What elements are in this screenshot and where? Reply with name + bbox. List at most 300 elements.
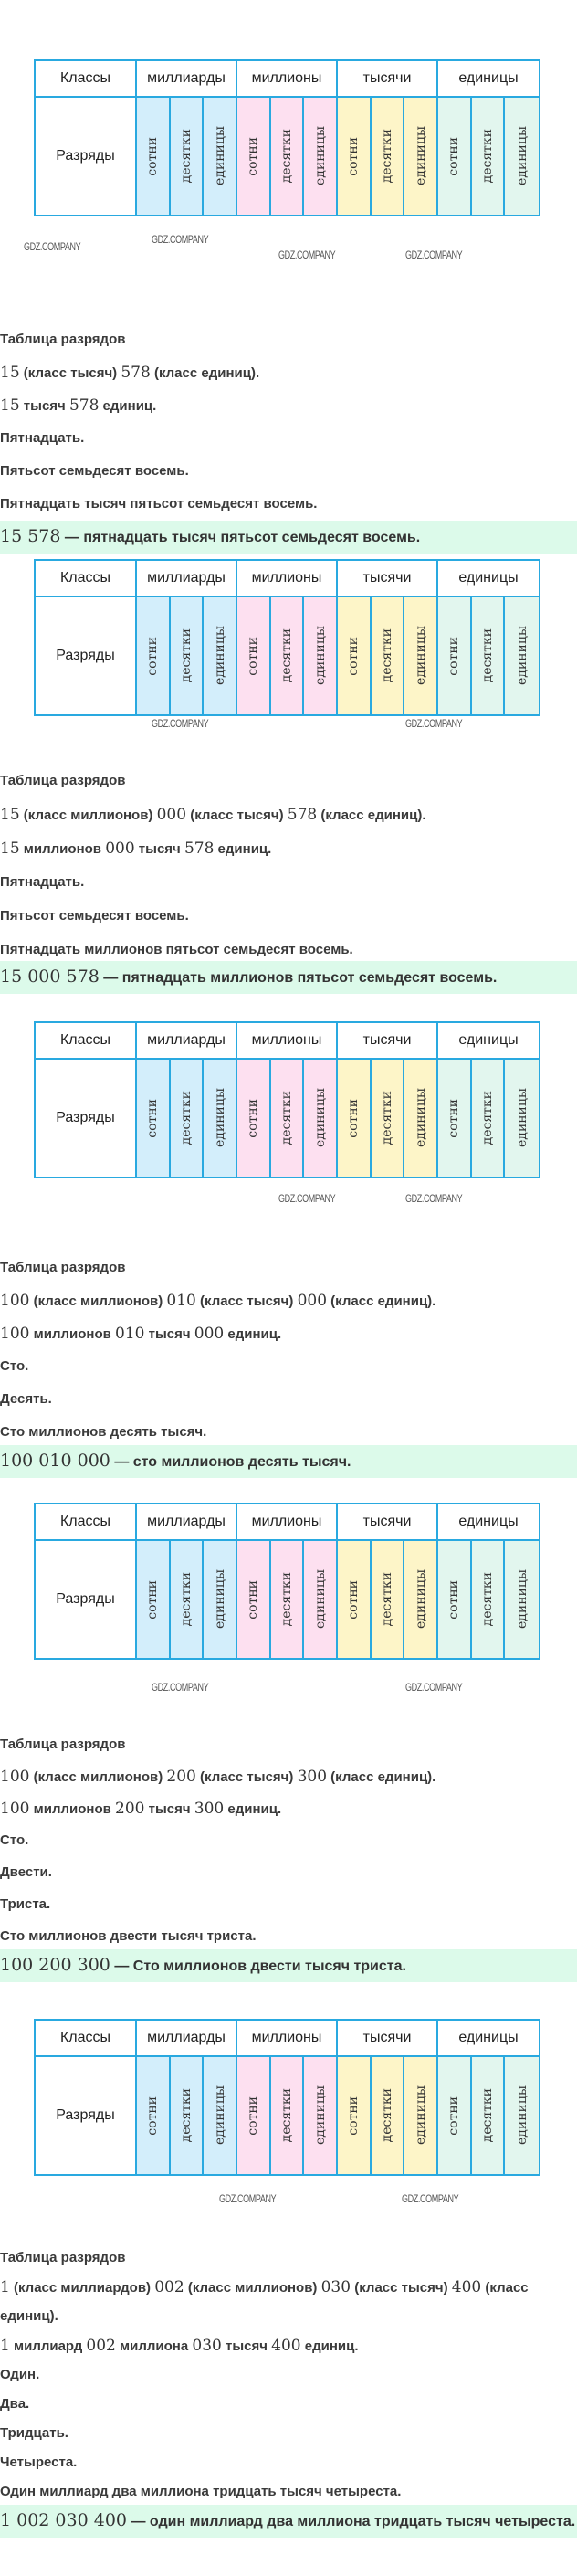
rank-cell	[505, 2057, 539, 2174]
rank-cell	[438, 597, 472, 714]
rank-label: сотни	[446, 1098, 462, 1138]
rank-label: десятки	[178, 129, 194, 184]
rank-label: десятки	[379, 2088, 394, 2143]
number: 030	[320, 2278, 351, 2296]
rank-label: десятки	[178, 628, 194, 683]
text: — один миллиард два миллиона тридцать тысяч четыреста.	[127, 2514, 576, 2529]
ranks-label: Разряды	[36, 98, 137, 215]
rank-cell	[404, 1541, 438, 1658]
solution-line	[0, 2483, 401, 2501]
rank-cell	[505, 1541, 539, 1658]
watermark: GDZ.COMPANY	[278, 1192, 336, 1205]
rank-label: сотни	[246, 2096, 261, 2136]
text: (класс единиц).	[327, 1769, 436, 1785]
rank-cell	[404, 98, 438, 215]
watermark: GDZ.COMPANY	[405, 1192, 463, 1205]
text: единиц.	[214, 841, 272, 857]
place-value-table	[34, 1503, 540, 1660]
number: 400	[271, 2337, 301, 2355]
number: 000	[105, 839, 135, 858]
rank-label: десятки	[278, 2088, 294, 2143]
number: 578	[287, 806, 318, 824]
number: 15	[0, 839, 20, 858]
text: тысяч	[144, 1801, 194, 1817]
rank-label: единицы	[413, 626, 428, 686]
solution-line	[0, 429, 84, 448]
ranks-label: Разряды	[36, 597, 137, 714]
rank-label: единицы	[312, 126, 328, 186]
rank-cell	[472, 2057, 506, 2174]
table-caption	[0, 772, 125, 790]
rank-cell	[237, 597, 271, 714]
rank-cell	[338, 1060, 372, 1177]
text: единиц.	[99, 398, 157, 414]
solution-line	[0, 1863, 52, 1882]
answer-highlight	[0, 961, 577, 994]
class-header: миллиарды	[137, 2021, 237, 2057]
class-header: миллионы	[237, 1023, 338, 1060]
text: — сто миллионов десять тысяч.	[110, 1454, 351, 1470]
rank-cell	[137, 2057, 171, 2174]
text: Пятьсот семьдесят восемь.	[0, 463, 189, 479]
rank-cell	[372, 1060, 405, 1177]
rank-label: десятки	[379, 1572, 394, 1627]
rank-label: единицы	[212, 626, 227, 686]
rank-cell	[338, 1541, 372, 1658]
solution-line	[0, 2278, 529, 2297]
number: 15	[0, 396, 20, 415]
number: 15	[0, 806, 20, 824]
class-header: миллиарды	[137, 61, 237, 98]
number: 002	[86, 2337, 116, 2355]
number: 200	[115, 1800, 145, 1818]
class-header: миллиарды	[137, 1023, 237, 1060]
rank-cell	[472, 1541, 506, 1658]
rank-label: сотни	[145, 1098, 161, 1138]
rank-cell	[237, 2057, 271, 2174]
text: миллионов	[29, 1801, 115, 1817]
rank-cell	[271, 1060, 305, 1177]
rank-label: единицы	[514, 1569, 530, 1630]
number: 15 000 578	[0, 966, 100, 987]
rank-cell	[438, 1541, 472, 1658]
solution-line	[0, 1292, 435, 1311]
rank-label: единицы	[413, 1088, 428, 1148]
rank-label: единицы	[312, 2085, 328, 2146]
text: единиц.	[300, 2338, 359, 2354]
rank-label: десятки	[479, 2088, 495, 2143]
rank-cell	[137, 98, 171, 215]
text: миллионов	[19, 841, 106, 857]
number: 200	[166, 1768, 196, 1786]
class-header: миллиарды	[137, 561, 237, 597]
number: 578	[184, 839, 215, 858]
rank-label: десятки	[178, 1572, 194, 1627]
rank-cell	[438, 1060, 472, 1177]
classes-label: Классы	[36, 561, 137, 597]
rank-label: сотни	[145, 636, 161, 676]
rank-cell	[472, 98, 506, 215]
rank-label: сотни	[145, 136, 161, 176]
rank-cell	[304, 2057, 338, 2174]
text: (класс миллионов)	[29, 1293, 167, 1309]
rank-label: десятки	[278, 628, 294, 683]
solution-line	[0, 1768, 435, 1787]
rank-cell	[237, 98, 271, 215]
rank-label: десятки	[479, 129, 495, 184]
rank-cell	[171, 1541, 205, 1658]
number: 100	[0, 1768, 30, 1786]
text: миллионов	[29, 1326, 115, 1342]
place-value-table	[34, 59, 540, 216]
class-header: тысячи	[338, 2021, 438, 2057]
rank-label: единицы	[212, 1088, 227, 1148]
rank-label: сотни	[346, 636, 362, 676]
text: Пятнадцать.	[0, 874, 85, 890]
rank-label: сотни	[346, 1098, 362, 1138]
rank-cell	[171, 597, 205, 714]
rank-cell	[304, 1060, 338, 1177]
number: 300	[194, 1800, 225, 1818]
rank-label: сотни	[446, 636, 462, 676]
solution-line	[0, 2395, 29, 2413]
number: 002	[154, 2278, 184, 2296]
answer-highlight	[0, 521, 577, 554]
rank-label: сотни	[246, 136, 261, 176]
solution-line	[0, 941, 353, 959]
text: (класс	[481, 2280, 529, 2296]
text: Сто.	[0, 1358, 29, 1374]
rank-cell	[404, 597, 438, 714]
rank-cell	[204, 98, 237, 215]
number: 000	[156, 806, 187, 824]
answer-highlight	[0, 1949, 577, 1982]
rank-cell	[505, 1060, 539, 1177]
text: миллиард	[9, 2338, 87, 2354]
rank-label: единицы	[312, 1569, 328, 1630]
text: единиц.	[224, 1326, 282, 1342]
rank-label: сотни	[446, 2096, 462, 2136]
text: Пятнадцать тысяч пятьсот семьдесят восемь.	[0, 496, 318, 512]
solution-line	[0, 1423, 206, 1441]
rank-cell	[204, 1060, 237, 1177]
rank-cell	[372, 98, 405, 215]
number: 300	[297, 1768, 328, 1786]
table-caption	[0, 2249, 125, 2267]
text: Один миллиард два миллиона тридцать тысяч четыреста.	[0, 2484, 402, 2499]
class-header: единицы	[438, 2021, 539, 2057]
rank-label: единицы	[514, 1088, 530, 1148]
rank-label: единицы	[514, 626, 530, 686]
rank-label: десятки	[379, 628, 394, 683]
rank-cell	[271, 1541, 305, 1658]
text: тысяч	[134, 841, 184, 857]
number: 100	[0, 1325, 30, 1343]
rank-cell	[472, 597, 506, 714]
rank-cell	[372, 2057, 405, 2174]
solution-line	[0, 2307, 58, 2326]
rank-cell	[438, 98, 472, 215]
text: Таблица разрядов	[0, 332, 126, 347]
number: 1	[0, 2337, 10, 2355]
text: Пятнадцать миллионов пятьсот семьдесят восемь.	[0, 942, 353, 957]
rank-label: десятки	[178, 2088, 194, 2143]
number: 010	[115, 1325, 145, 1343]
number: 100 010 000	[0, 1451, 110, 1471]
rank-label: десятки	[479, 1091, 495, 1145]
watermark: GDZ.COMPANY	[278, 248, 336, 261]
solution-line	[0, 2366, 39, 2384]
solution-line	[0, 396, 156, 416]
watermark: GDZ.COMPANY	[405, 717, 463, 730]
watermark: GDZ.COMPANY	[219, 2192, 277, 2205]
rank-label: единицы	[413, 2085, 428, 2146]
rank-cell	[271, 98, 305, 215]
class-header: единицы	[438, 1504, 539, 1541]
solution-line	[0, 2454, 77, 2472]
text: (класс тысяч)	[19, 365, 121, 381]
rank-cell	[404, 2057, 438, 2174]
rank-cell	[237, 1541, 271, 1658]
rank-cell	[137, 597, 171, 714]
rank-cell	[304, 98, 338, 215]
number: 030	[192, 2337, 222, 2355]
rank-label: единицы	[514, 2085, 530, 2146]
number: 000	[194, 1325, 225, 1343]
solution-line	[0, 1927, 257, 1946]
ranks-label: Разряды	[36, 1541, 137, 1658]
class-header: тысячи	[338, 561, 438, 597]
rank-cell	[372, 597, 405, 714]
classes-label: Классы	[36, 1504, 137, 1541]
watermark: GDZ.COMPANY	[152, 233, 209, 246]
watermark: GDZ.COMPANY	[405, 1681, 463, 1694]
text: Сто.	[0, 1832, 29, 1848]
text: Сто миллионов десять тысяч.	[0, 1424, 207, 1440]
text: тысяч	[221, 2338, 272, 2354]
solution-line	[0, 839, 271, 859]
text: (класс тысяч)	[186, 808, 288, 823]
text: (класс миллионов)	[29, 1769, 167, 1785]
class-header: тысячи	[338, 61, 438, 98]
answer-highlight	[0, 2505, 577, 2538]
text: — пятнадцать тысяч пятьсот семьдесят восемь.	[60, 530, 421, 545]
rank-label: сотни	[346, 1579, 362, 1620]
text: — Сто миллионов двести тысяч триста.	[110, 1958, 406, 1974]
rank-label: сотни	[246, 1098, 261, 1138]
rank-label: десятки	[379, 129, 394, 184]
rank-label: единицы	[312, 1088, 328, 1148]
number: 1	[0, 2278, 10, 2296]
solution-line	[0, 806, 426, 825]
watermark: GDZ.COMPANY	[152, 717, 209, 730]
solution-line	[0, 1390, 52, 1409]
text: (класс миллионов)	[19, 808, 157, 823]
text: Два.	[0, 2396, 30, 2412]
text: (класс тысяч)	[351, 2280, 452, 2296]
text: (класс единиц).	[150, 365, 260, 381]
number: 100 200 300	[0, 1955, 110, 1975]
number: 1 002 030 400	[0, 2510, 128, 2530]
rank-cell	[137, 1060, 171, 1177]
text: (класс единиц).	[327, 1293, 436, 1309]
text: Пятьсот семьдесят восемь.	[0, 908, 189, 924]
solution-line	[0, 2337, 359, 2356]
watermark: GDZ.COMPANY	[24, 240, 81, 253]
text: единиц).	[0, 2308, 58, 2324]
rank-label: десятки	[278, 129, 294, 184]
text: тысяч	[19, 398, 69, 414]
class-header: единицы	[438, 1023, 539, 1060]
rank-cell	[404, 1060, 438, 1177]
rank-label: сотни	[246, 636, 261, 676]
rank-cell	[204, 1541, 237, 1658]
text: (класс тысяч)	[195, 1293, 298, 1309]
rank-cell	[438, 2057, 472, 2174]
table-caption	[0, 1736, 125, 1754]
solution-line	[0, 1895, 50, 1914]
solution-line	[0, 2424, 68, 2443]
rank-cell	[372, 1541, 405, 1658]
rank-label: сотни	[145, 1579, 161, 1620]
rank-label: сотни	[446, 136, 462, 176]
rank-label: десятки	[178, 1091, 194, 1145]
text: (класс миллионов)	[184, 2280, 321, 2296]
watermark: GDZ.COMPANY	[402, 2192, 459, 2205]
rank-cell	[271, 2057, 305, 2174]
text: (класс единиц).	[317, 808, 426, 823]
rank-label: единицы	[212, 1569, 227, 1630]
solution-line	[0, 873, 84, 892]
number: 15 578	[0, 526, 61, 546]
text: единиц.	[224, 1801, 282, 1817]
class-header: тысячи	[338, 1504, 438, 1541]
watermark: GDZ.COMPANY	[405, 248, 463, 261]
text: — пятнадцать миллионов пятьсот семьдесят восемь.	[99, 970, 498, 986]
watermark: GDZ.COMPANY	[152, 1681, 209, 1694]
rank-label: единицы	[413, 1569, 428, 1630]
text: тысяч	[144, 1326, 194, 1342]
text: Десять.	[0, 1391, 52, 1407]
number: 100	[0, 1292, 30, 1310]
rank-cell	[171, 98, 205, 215]
rank-label: единицы	[312, 626, 328, 686]
number: 010	[166, 1292, 196, 1310]
solution-line	[0, 462, 189, 480]
text: (класс миллиардов)	[9, 2280, 155, 2296]
rank-cell	[171, 1060, 205, 1177]
class-header: единицы	[438, 61, 539, 98]
class-header: миллионы	[237, 561, 338, 597]
place-value-table	[34, 2019, 540, 2176]
rank-cell	[237, 1060, 271, 1177]
number: 100	[0, 1800, 30, 1818]
solution-line	[0, 1832, 28, 1850]
text: миллиона	[115, 2338, 193, 2354]
classes-label: Классы	[36, 2021, 137, 2057]
ranks-label: Разряды	[36, 1060, 137, 1177]
text: Таблица разрядов	[0, 2250, 126, 2265]
rank-label: десятки	[278, 1091, 294, 1145]
text: Таблица разрядов	[0, 1737, 126, 1752]
place-value-table	[34, 1021, 540, 1178]
text: Таблица разрядов	[0, 773, 126, 788]
rank-cell	[204, 2057, 237, 2174]
rank-label: сотни	[446, 1579, 462, 1620]
rank-label: единицы	[212, 2085, 227, 2146]
number: 578	[68, 396, 100, 415]
rank-cell	[137, 1541, 171, 1658]
rank-label: единицы	[212, 126, 227, 186]
rank-label: единицы	[413, 126, 428, 186]
ranks-label: Разряды	[36, 2057, 137, 2174]
rank-cell	[505, 597, 539, 714]
number: 15	[0, 364, 20, 382]
number: 400	[451, 2278, 482, 2296]
rank-cell	[505, 98, 539, 215]
solution-line	[0, 1357, 28, 1376]
class-header: миллионы	[237, 2021, 338, 2057]
rank-label: единицы	[514, 126, 530, 186]
class-header: единицы	[438, 561, 539, 597]
rank-cell	[304, 597, 338, 714]
solution-line	[0, 907, 189, 925]
solution-line	[0, 1325, 281, 1344]
rank-label: сотни	[145, 2096, 161, 2136]
rank-cell	[304, 1541, 338, 1658]
rank-cell	[338, 2057, 372, 2174]
rank-cell	[472, 1060, 506, 1177]
solution-line	[0, 1800, 281, 1819]
rank-cell	[338, 597, 372, 714]
text: Сто миллионов двести тысяч триста.	[0, 1928, 257, 1944]
text: Триста.	[0, 1896, 51, 1912]
text: Тридцать.	[0, 2425, 68, 2441]
rank-label: десятки	[379, 1091, 394, 1145]
rank-label: сотни	[246, 1579, 261, 1620]
text: (класс тысяч)	[195, 1769, 298, 1785]
rank-cell	[338, 98, 372, 215]
classes-label: Классы	[36, 1023, 137, 1060]
text: Четыреста.	[0, 2455, 78, 2470]
text: Один.	[0, 2367, 40, 2382]
rank-cell	[171, 2057, 205, 2174]
text: Пятнадцать.	[0, 430, 85, 446]
table-caption	[0, 1259, 125, 1277]
rank-label: десятки	[479, 628, 495, 683]
class-header: миллионы	[237, 1504, 338, 1541]
classes-label: Классы	[36, 61, 137, 98]
table-caption	[0, 331, 125, 349]
solution-line	[0, 364, 259, 383]
rank-cell	[204, 597, 237, 714]
text: Таблица разрядов	[0, 1260, 126, 1275]
rank-label: сотни	[346, 2096, 362, 2136]
answer-highlight	[0, 1445, 577, 1478]
solution-line	[0, 495, 317, 513]
number: 578	[121, 364, 151, 382]
number: 000	[297, 1292, 328, 1310]
class-header: миллиарды	[137, 1504, 237, 1541]
class-header: миллионы	[237, 61, 338, 98]
rank-label: десятки	[479, 1572, 495, 1627]
rank-label: десятки	[278, 1572, 294, 1627]
rank-label: сотни	[346, 136, 362, 176]
rank-cell	[271, 597, 305, 714]
text: Двести.	[0, 1864, 52, 1880]
place-value-table	[34, 559, 540, 716]
class-header: тысячи	[338, 1023, 438, 1060]
